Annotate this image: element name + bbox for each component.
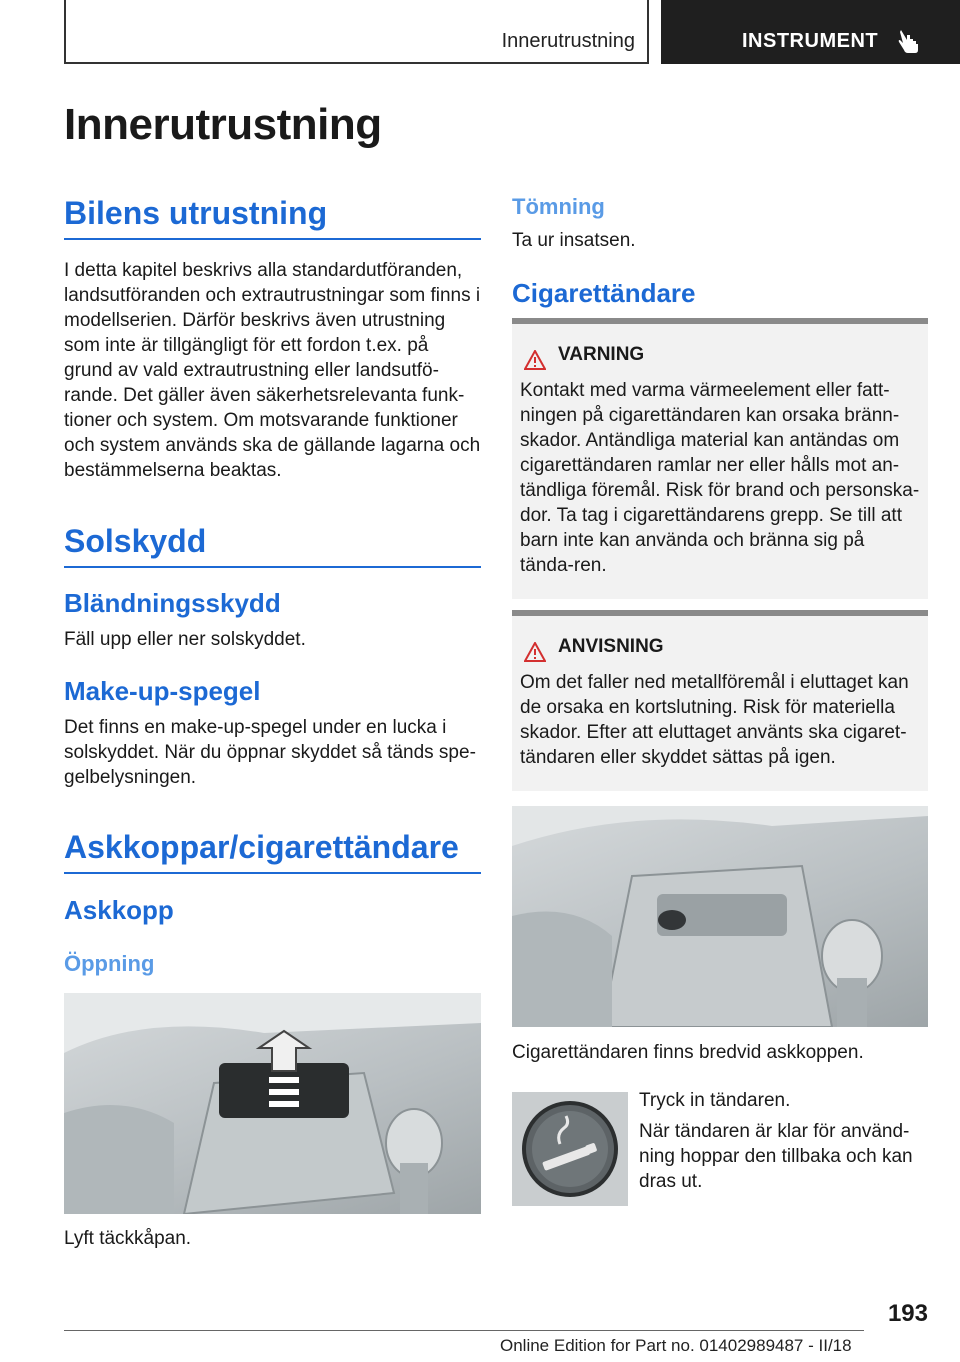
heading-bilens-utrustning: Bilens utrustning	[64, 194, 481, 240]
notice-body: Om det faller ned metallföremål i eluttaget kan de orsaka en kortslutning. Risk för materiella skador. Efter att eluttaget använts ska cigaret-tändaren eller skyddet sättas på igen.	[520, 672, 909, 768]
caption-photo-lift-cover: Lyft täckkåpan.	[64, 1228, 192, 1249]
header-chapter-tab	[661, 0, 960, 64]
warning-triangle-icon	[524, 350, 546, 370]
page-number: 193	[887, 1300, 928, 1327]
warning-title: VARNING	[558, 344, 645, 365]
heading-cigarettandare: Cigarettändare	[512, 278, 696, 308]
warning-box	[512, 318, 928, 599]
header-chapter-label: INSTRUMENT	[742, 30, 879, 52]
ashtray-open-photo	[64, 993, 481, 1214]
paragraph-bilens-utrustning: I detta kapitel beskrivs alla standardutföranden, landsutföranden och extrautrustningar som finns i modellserien. Därför beskrivs även utrustning som inte är tillgängligt för ett fordon t.ex. på grund av vald extrautrustning eller landsutfö-rande. Det gäller även säkerhetsrelevanta funk-tioner och system. Om motsvarande funktioner och system används ska de gällande lagarna och bestämmelserna beaktas.	[64, 260, 481, 481]
caption-photo-lighter-location: Cigarettändaren finns bredvid askkoppen.	[512, 1042, 864, 1063]
heading-tomning: Tömning	[512, 194, 605, 219]
notice-box	[512, 610, 928, 791]
notice-triangle-icon	[524, 642, 546, 662]
paragraph-makeup-spegel: Det finns en make-up-spegel under en lucka i solskyddet. När du öppnar skyddet så tänds spe-gelbelysningen.	[64, 717, 476, 788]
header-section-label: Innerutrustning	[501, 30, 635, 52]
heading-oppning: Öppning	[64, 951, 155, 976]
paragraph-klar: När tändaren är klar för använd-ning hoppar den tillbaka och kan dras ut.	[639, 1121, 913, 1192]
heading-solskydd: Solskydd	[64, 522, 481, 568]
notice-title: ANVISNING	[558, 636, 664, 657]
paragraph-tryck-in: Tryck in tändaren.	[639, 1090, 791, 1111]
cigarette-lighter-location-photo	[512, 806, 928, 1027]
footer-edition: Online Edition for Part no. 01402989487 - II/18	[500, 1336, 852, 1355]
page-title: Innerutrustning	[64, 100, 382, 149]
header-section-tab	[64, 0, 649, 64]
heading-askkoppar: Askkoppar/cigarettändare	[64, 828, 481, 874]
heading-blandningsskydd: Bländningsskydd	[64, 588, 281, 618]
paragraph-blandningsskydd: Fäll upp eller ner solskyddet.	[64, 629, 306, 650]
paragraph-tomning: Ta ur insatsen.	[512, 230, 636, 251]
lighter-button-photo	[512, 1092, 628, 1206]
heading-makeup-spegel: Make-up-spegel	[64, 676, 261, 706]
warning-body: Kontakt med varma värmeelement eller fatt-ningen på cigarettändaren kan orsaka bränn-skador. Antändliga material kan antändas om cigarettändaren ramlar ner eller hålls mot an-tändliga föremål. Risk för brand och personska-dor. Ta tag i cigarettändarens grepp. Se till att barn inte kan använda och bränna sig på tända-ren.	[520, 380, 920, 576]
footer-divider	[64, 1330, 864, 1331]
pointing-hand-icon	[897, 28, 921, 54]
heading-askkopp: Askkopp	[64, 895, 174, 925]
